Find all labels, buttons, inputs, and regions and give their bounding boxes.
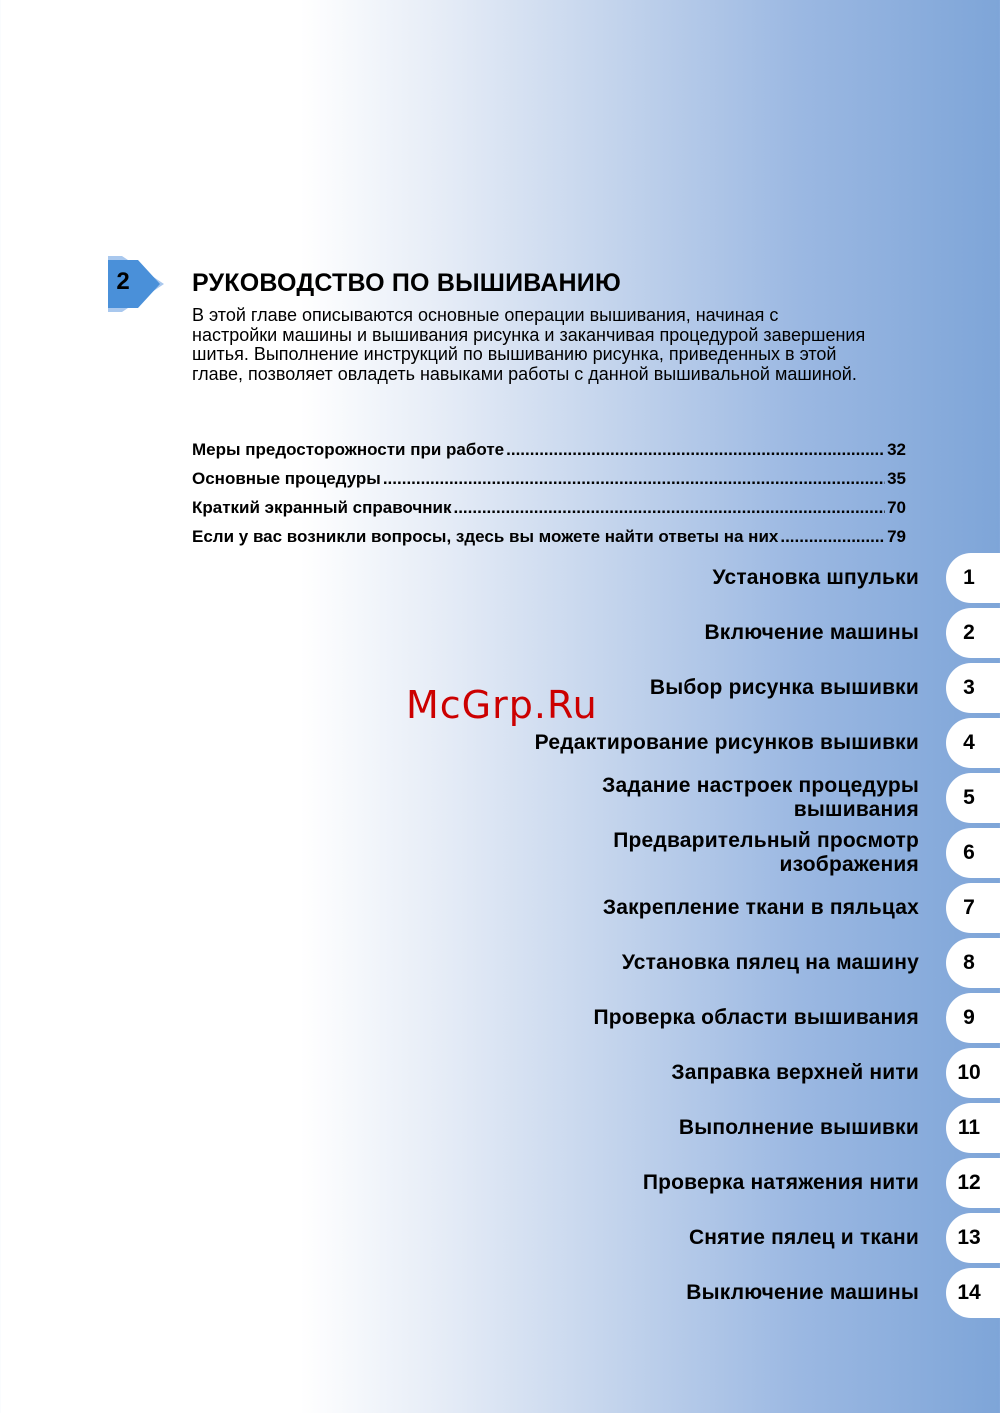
step-tab-label: [671, 1048, 919, 1098]
step-tab-label: [643, 1158, 919, 1208]
step-tab-number-badge: [946, 1103, 1000, 1153]
step-tab[interactable]: [0, 883, 1000, 938]
toc-entry-page: 35: [887, 469, 906, 488]
step-tab-number-badge: [946, 883, 1000, 933]
step-tab-number-badge: [946, 1158, 1000, 1208]
watermark: McGrp.Ru: [406, 683, 598, 727]
step-tab-number: 4: [963, 731, 975, 754]
toc-leader-dots: [383, 469, 885, 489]
step-tab-label-line: Проверка натяжения нити: [642, 1171, 919, 1194]
step-tab-number: 6: [963, 841, 975, 864]
step-tab[interactable]: [0, 828, 1000, 883]
toc-entry[interactable]: [192, 527, 906, 556]
step-tab-number: 13: [957, 1226, 981, 1249]
table-of-contents: [192, 440, 906, 556]
step-tab-label-line: вышивания: [793, 798, 919, 821]
toc-entry-page: 70: [887, 498, 906, 517]
step-tab[interactable]: [0, 993, 1000, 1048]
step-tab-label-line: Предварительный просмотр: [613, 829, 919, 852]
toc-entry[interactable]: [192, 469, 906, 498]
step-tab-number: 11: [957, 1116, 981, 1139]
step-tab[interactable]: [0, 553, 1000, 608]
chapter-title: РУКОВОДСТВО ПО ВЫШИВАНИЮ: [192, 269, 621, 297]
toc-entry-label: Краткий экранный справочник: [192, 498, 452, 517]
step-tab[interactable]: [0, 1213, 1000, 1268]
step-tab-label: [650, 663, 919, 713]
step-tab[interactable]: [0, 773, 1000, 828]
step-tab-label-line: Проверка области вышивания: [593, 1006, 919, 1029]
step-tab-number-badge: [946, 553, 1000, 603]
step-tab-label-line: Выключение машины: [686, 1281, 919, 1304]
step-tab-number: 3: [963, 676, 975, 699]
toc-leader-dots: [453, 498, 885, 518]
step-tab-label-line: Установка пялец на машину: [621, 951, 919, 974]
step-tab[interactable]: [0, 1268, 1000, 1323]
step-tab[interactable]: [0, 938, 1000, 993]
step-tab-number: 7: [963, 896, 975, 919]
step-tab-label-line: Включение машины: [704, 621, 919, 644]
step-tab-label-line: Выбор рисунка вышивки: [649, 676, 919, 699]
toc-entry-label: Основные процедуры: [192, 469, 381, 488]
step-tab-label-line: Установка шпульки: [712, 566, 919, 589]
step-tab-label-line: изображения: [779, 853, 919, 876]
chapter-number: 2: [116, 268, 130, 295]
step-tab-number: 8: [963, 951, 975, 974]
toc-leader-dots: [506, 440, 885, 460]
step-tab-label: [613, 828, 919, 878]
step-tab-label: [679, 1103, 919, 1153]
step-tab-number-badge: [946, 993, 1000, 1043]
step-tab-label-line: Закрепление ткани в пяльцах: [602, 896, 919, 919]
toc-entry-label: Меры предосторожности при работе: [192, 440, 505, 459]
step-tab-label-line: Заправка верхней нити: [671, 1061, 919, 1084]
intro-line: В этой главе описываются основные операции вышивания, начиная с: [192, 305, 779, 325]
step-tab-label: [713, 553, 920, 603]
step-tab-label: [603, 883, 919, 933]
step-tab-number-badge: [946, 773, 1000, 823]
step-tab-number: 10: [957, 1061, 981, 1084]
chapter-badge: [108, 256, 164, 312]
step-tab-label-line: Снятие пялец и ткани: [688, 1226, 919, 1249]
toc-leader-dots: [780, 527, 885, 547]
step-tab-label-line: Выполнение вышивки: [678, 1116, 919, 1139]
toc-entry-label: Если у вас возникли вопросы, здесь вы можете найти ответы на них: [192, 527, 779, 546]
step-tab[interactable]: [0, 1048, 1000, 1103]
step-tab-number: 12: [957, 1171, 981, 1194]
step-tab-number: 5: [963, 786, 975, 809]
step-tab-label: [622, 938, 919, 988]
step-tab-number: 9: [963, 1006, 975, 1029]
step-tab-label: [686, 1268, 919, 1318]
step-tab-number-badge: [946, 1268, 1000, 1318]
step-tab-number-badge: [946, 828, 1000, 878]
toc-entry[interactable]: [192, 440, 906, 469]
step-tab-label: [593, 993, 919, 1043]
step-tab[interactable]: [0, 1103, 1000, 1158]
step-tab-label: [602, 773, 919, 823]
chapter-intro: [192, 306, 932, 384]
step-tab-number-badge: [946, 608, 1000, 658]
intro-line: шитья. Выполнение инструкций по вышиванию рисунка, приведенных в этой: [192, 344, 837, 364]
toc-entry[interactable]: [192, 498, 906, 527]
step-tab-number: 2: [963, 621, 975, 644]
step-tab-label: [704, 608, 919, 658]
step-tab-number: 14: [957, 1281, 981, 1304]
step-tab-label-line: Редактирование рисунков вышивки: [534, 731, 919, 754]
step-tab-label: [689, 1213, 919, 1263]
step-tab-number-badge: [946, 938, 1000, 988]
step-tab-number-badge: [946, 663, 1000, 713]
toc-entry-page: 79: [887, 527, 906, 546]
step-tab[interactable]: [0, 1158, 1000, 1213]
toc-entry-page: 32: [887, 440, 906, 459]
step-tab-number-badge: [946, 1213, 1000, 1263]
step-tab-label-line: Задание настроек процедуры: [602, 774, 919, 797]
step-tab-number: 1: [963, 566, 975, 589]
step-tab-number-badge: [946, 718, 1000, 768]
intro-line: главе, позволяет овладеть навыками работы с данной вышивальной машиной.: [192, 363, 857, 384]
intro-line: настройки машины и вышивания рисунка и заканчивая процедурой завершения: [192, 324, 866, 345]
step-tab-number-badge: [946, 1048, 1000, 1098]
step-tabs: [0, 553, 1000, 1323]
step-tab[interactable]: [0, 608, 1000, 663]
